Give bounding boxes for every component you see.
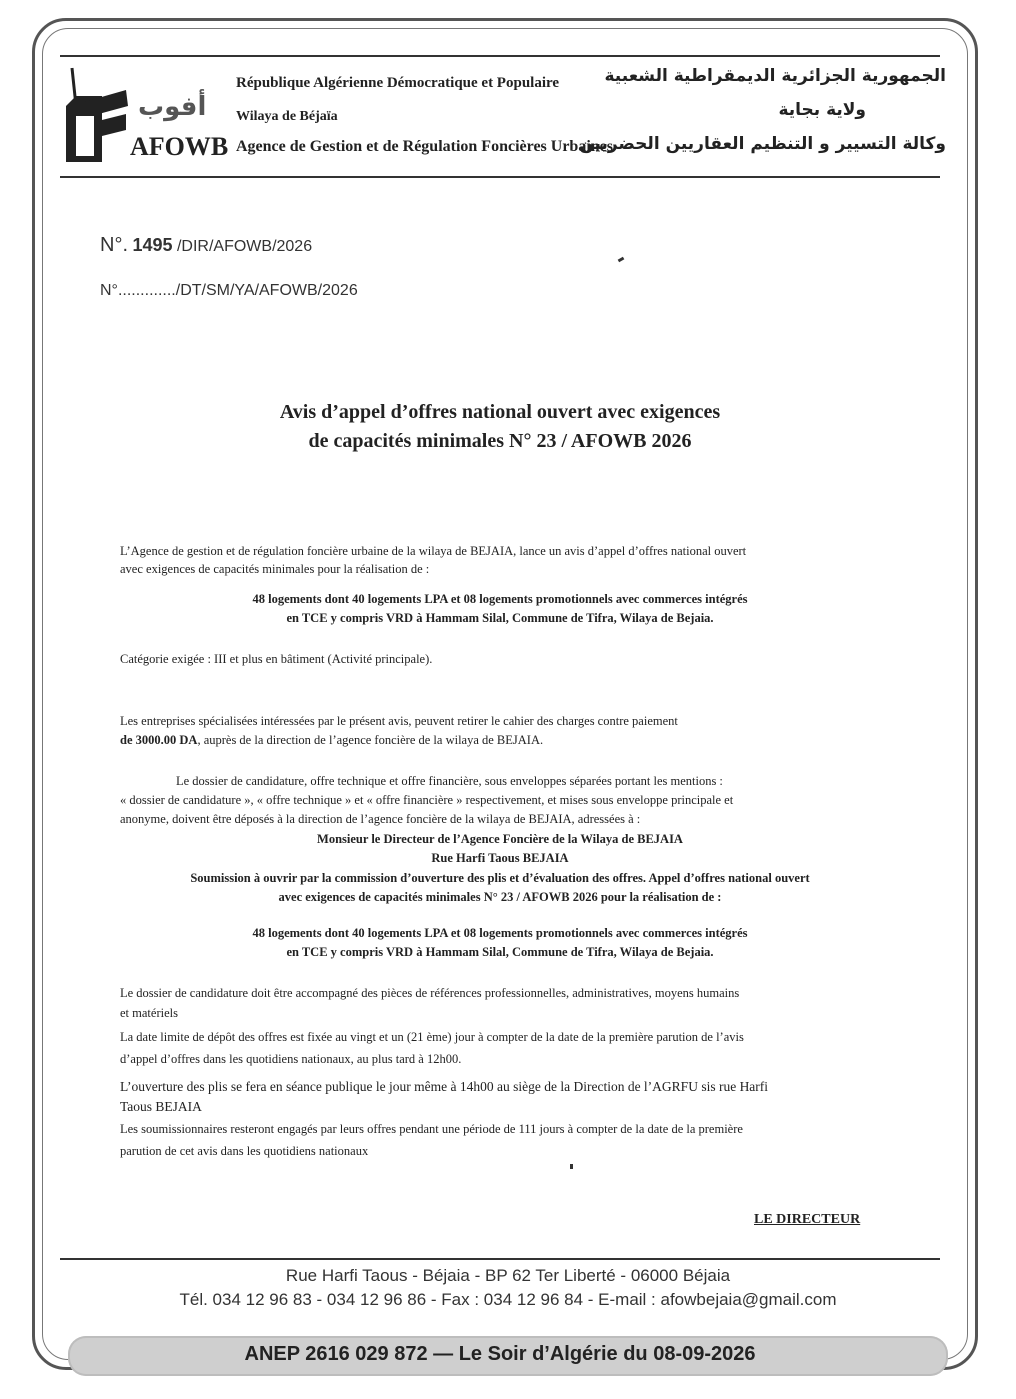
footer-address: Rue Harfi Taous - Béjaia - BP 62 Ter Liberté - 06000 Béjaia — [285, 1266, 731, 1285]
deadline-line2: d’appel d’offres dans les quotidiens nationaux, au plus tard à 12h00. — [120, 1052, 462, 1066]
footer-contact: Tél. 034 12 96 83 - 034 12 96 86 - Fax : 034 12 96 84 - E-mail : afowbejaia@gmail.com — [179, 1290, 837, 1309]
withdrawal-line2-rest: , auprès de la direction de l’agence foncière de la wilaya de BEJAIA. — [197, 733, 544, 747]
submission-line1: Soumission à ouvrir par la commission d’ouverture des plis et d’évaluation des offres. Appel d’offres national ouvert — [190, 871, 810, 885]
header-fr-line2: Wilaya de Béjaïa — [236, 109, 338, 124]
reference-number-2: N°............./DT/SM/YA/AFOWB/2026 — [100, 282, 358, 299]
signature-title: LE DIRECTEUR — [754, 1212, 861, 1227]
project2-line2: en TCE y compris VRD à Hammam Silal, Commune de Tifra, Wilaya de Bejaia. — [286, 945, 714, 959]
scan-speck — [570, 1164, 573, 1169]
publication-reference: ANEP 2616 029 872 — Le Soir d’Algérie du 08-09-2026 — [244, 1343, 756, 1365]
address-line1: Monsieur le Directeur de l’Agence Foncière de la Wilaya de BEJAIA — [317, 832, 683, 846]
ref1-suffix: /DIR/AFOWB/2026 — [176, 238, 313, 255]
validity-line2: parution de cet avis dans les quotidiens nationaux — [120, 1144, 369, 1158]
header-top-rule — [60, 55, 940, 57]
header-bottom-rule — [60, 176, 940, 178]
dossier-line1: Le dossier de candidature, offre technique et offre financière, sous enveloppes séparées portant les mentions : — [176, 774, 723, 788]
header-fr-line3: Agence de Gestion et de Régulation Foncières Urbaines — [236, 138, 613, 155]
ref1-prefix: N°. — [100, 234, 128, 256]
submission-line2: avec exigences de capacités minimales N° 23 / AFOWB 2026 pour la réalisation de : — [278, 890, 722, 904]
project1-line1: 48 logements dont 40 logements LPA et 08 logements promotionnels avec commerces intégrés — [252, 592, 748, 606]
opening-line1: L’ouverture des plis se fera en séance publique le jour même à 14h00 au siège de la Direction de l’AGRFU sis rue Harfi — [120, 1079, 769, 1094]
notice-title-line2: de capacités minimales N° 23 / AFOWB 2026 — [308, 430, 692, 452]
page-frame-inner — [42, 28, 968, 1360]
category-line: Catégorie exigée : III et plus en bâtiment (Activité principale). — [120, 652, 433, 666]
intro-line2: avec exigences de capacités minimales pour la réalisation de : — [120, 562, 430, 576]
intro-line1: L’Agence de gestion et de régulation foncière urbaine de la wilaya de BEJAIA, lance un avis d’appel d’offres national ouvert — [120, 544, 747, 558]
withdrawal-line1: Les entreprises spécialisées intéressées par le présent avis, peuvent retirer le cahier des charges contre paiement — [120, 714, 678, 728]
project1-line2: en TCE y compris VRD à Hammam Silal, Commune de Tifra, Wilaya de Bejaia. — [286, 611, 714, 625]
ref1-number: 1495 — [132, 235, 173, 255]
header-ar-line3: وكالة التسيير و التنظيم العقاريين الحضريين — [579, 134, 946, 154]
header-fr-line1: République Algérienne Démocratique et Populaire — [236, 75, 560, 91]
withdrawal-line2 — [120, 731, 543, 749]
dossier-line2: « dossier de candidature », « offre technique » et « offre financière » respectivement, et mises sous enveloppe principale et — [120, 793, 734, 807]
header-ar-line2: ولاية بجاية — [778, 100, 866, 120]
header-ar-line1: الجمهورية الجزائرية الديمقراطية الشعبية — [604, 66, 946, 86]
notice-title-line1: Avis d’appel d’offres national ouvert avec exigences — [279, 401, 721, 423]
address-line2: Rue Harfi Taous BEJAIA — [431, 851, 569, 865]
dossier-line3: anonyme, doivent être déposés à la direction de l’agence foncière de la wilaya de BEJAIA, adressées à : — [120, 812, 641, 826]
project2-line1: 48 logements dont 40 logements LPA et 08 logements promotionnels avec commerces intégrés — [252, 926, 748, 940]
logo-text: AFOWB — [130, 132, 229, 161]
logo-arabic-text: أفوب — [138, 92, 207, 122]
reference-number-1 — [100, 234, 312, 257]
deadline-line1: La date limite de dépôt des offres est fixée au vingt et un (21 ème) jour à compter de la date de la première parution de l’avis — [120, 1030, 744, 1044]
footer-rule — [60, 1258, 940, 1260]
price-amount: de 3000.00 DA — [120, 733, 198, 747]
documents-line2: et matériels — [120, 1006, 178, 1020]
validity-line1: Les soumissionnaires resteront engagés par leurs offres pendant une période de 111 jours à compter de la date de la première — [120, 1122, 743, 1136]
opening-line2: Taous BEJAIA — [120, 1099, 202, 1114]
documents-line1: Le dossier de candidature doit être accompagné des pièces de références professionnelles, administratives, moyens humains — [120, 986, 740, 1000]
